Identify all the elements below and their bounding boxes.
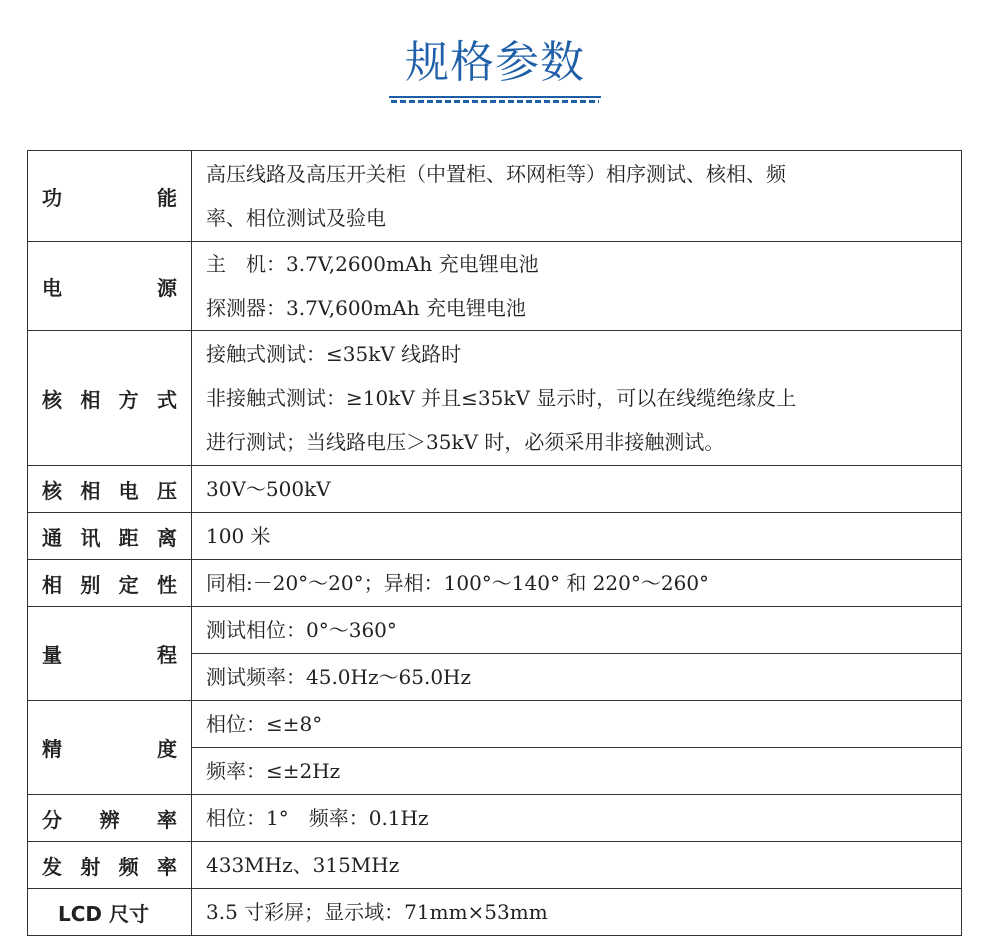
- spec-value: [192, 842, 962, 889]
- spec-table: [27, 150, 962, 936]
- spec-value: [192, 331, 962, 466]
- spec-value: [192, 560, 962, 607]
- spec-label: 发射频率: [28, 842, 192, 889]
- spec-row-power: [28, 242, 962, 331]
- spec-value: [192, 466, 962, 513]
- spec-value-line: 探测器：3.7V,600mAh 充电锂电池: [206, 296, 526, 320]
- spec-value-line: 非接触式测试：≥10kV 并且≤35kV 显示时，可以在线缆绝缘皮上: [206, 386, 797, 410]
- spec-value: [192, 701, 962, 748]
- spec-row-transmit-frequency: [28, 842, 962, 889]
- spec-value: [192, 795, 962, 842]
- spec-value-line: 频率：≤±2Hz: [206, 759, 341, 783]
- spec-row-comm-distance: [28, 513, 962, 560]
- spec-label: 量 程: [28, 607, 192, 701]
- spec-value-line: 100 米: [206, 524, 271, 548]
- spec-label: 电 源: [28, 242, 192, 331]
- title-underline: [389, 96, 601, 102]
- spec-value-line: 3.5 寸彩屏；显示域：71mm×53mm: [206, 900, 548, 924]
- title-underline-dashed: [391, 100, 599, 103]
- spec-value-line: 测试频率：45.0Hz～65.0Hz: [206, 665, 472, 689]
- spec-row-lcd-size: [28, 889, 962, 936]
- spec-value-line: 30V～500kV: [206, 477, 331, 501]
- spec-value: [192, 654, 962, 701]
- spec-value-line: 测试相位：0°～360°: [206, 618, 397, 642]
- spec-value: [192, 748, 962, 795]
- spec-row-phase-determination: [28, 560, 962, 607]
- spec-label: 分 辨 率: [28, 795, 192, 842]
- spec-value-line: 主 机：3.7V,2600mAh 充电锂电池: [206, 252, 539, 276]
- spec-value: [192, 513, 962, 560]
- spec-row-resolution: [28, 795, 962, 842]
- spec-row-function: [28, 151, 962, 242]
- title-underline-solid: [389, 96, 601, 98]
- spec-value: [192, 151, 962, 242]
- spec-value: [192, 607, 962, 654]
- spec-row-phasing-method: [28, 331, 962, 466]
- spec-row-range: [28, 607, 962, 654]
- spec-label: 功 能: [28, 151, 192, 242]
- spec-value-line: 接触式测试：≤35kV 线路时: [206, 342, 462, 366]
- spec-label: 通讯距离: [28, 513, 192, 560]
- spec-label: 精 度: [28, 701, 192, 795]
- spec-value-line: 进行测试；当线路电压＞35kV 时，必须采用非接触测试。: [206, 430, 725, 454]
- spec-label: 核相电压: [28, 466, 192, 513]
- spec-value: [192, 889, 962, 936]
- spec-value-line: 433MHz、315MHz: [206, 853, 400, 877]
- spec-value-line: 高压线路及高压开关柜（中置柜、环网柜等）相序测试、核相、频: [206, 162, 786, 186]
- spec-label: 相别定性: [28, 560, 192, 607]
- spec-value-line: 同相:－20°～20°；异相：100°～140° 和 220°～260°: [206, 571, 710, 595]
- spec-row-accuracy: [28, 701, 962, 748]
- spec-label: LCD 尺寸: [28, 889, 192, 936]
- title-container: [0, 34, 990, 92]
- spec-value-line: 率、相位测试及验电: [206, 206, 386, 230]
- spec-value: [192, 242, 962, 331]
- spec-value-line: 相位：1° 频率：0.1Hz: [206, 806, 429, 830]
- spec-label: 核相方式: [28, 331, 192, 466]
- spec-row-phasing-voltage: [28, 466, 962, 513]
- spec-value-line: 相位：≤±8°: [206, 712, 323, 736]
- page-title: 规格参数: [405, 37, 585, 88]
